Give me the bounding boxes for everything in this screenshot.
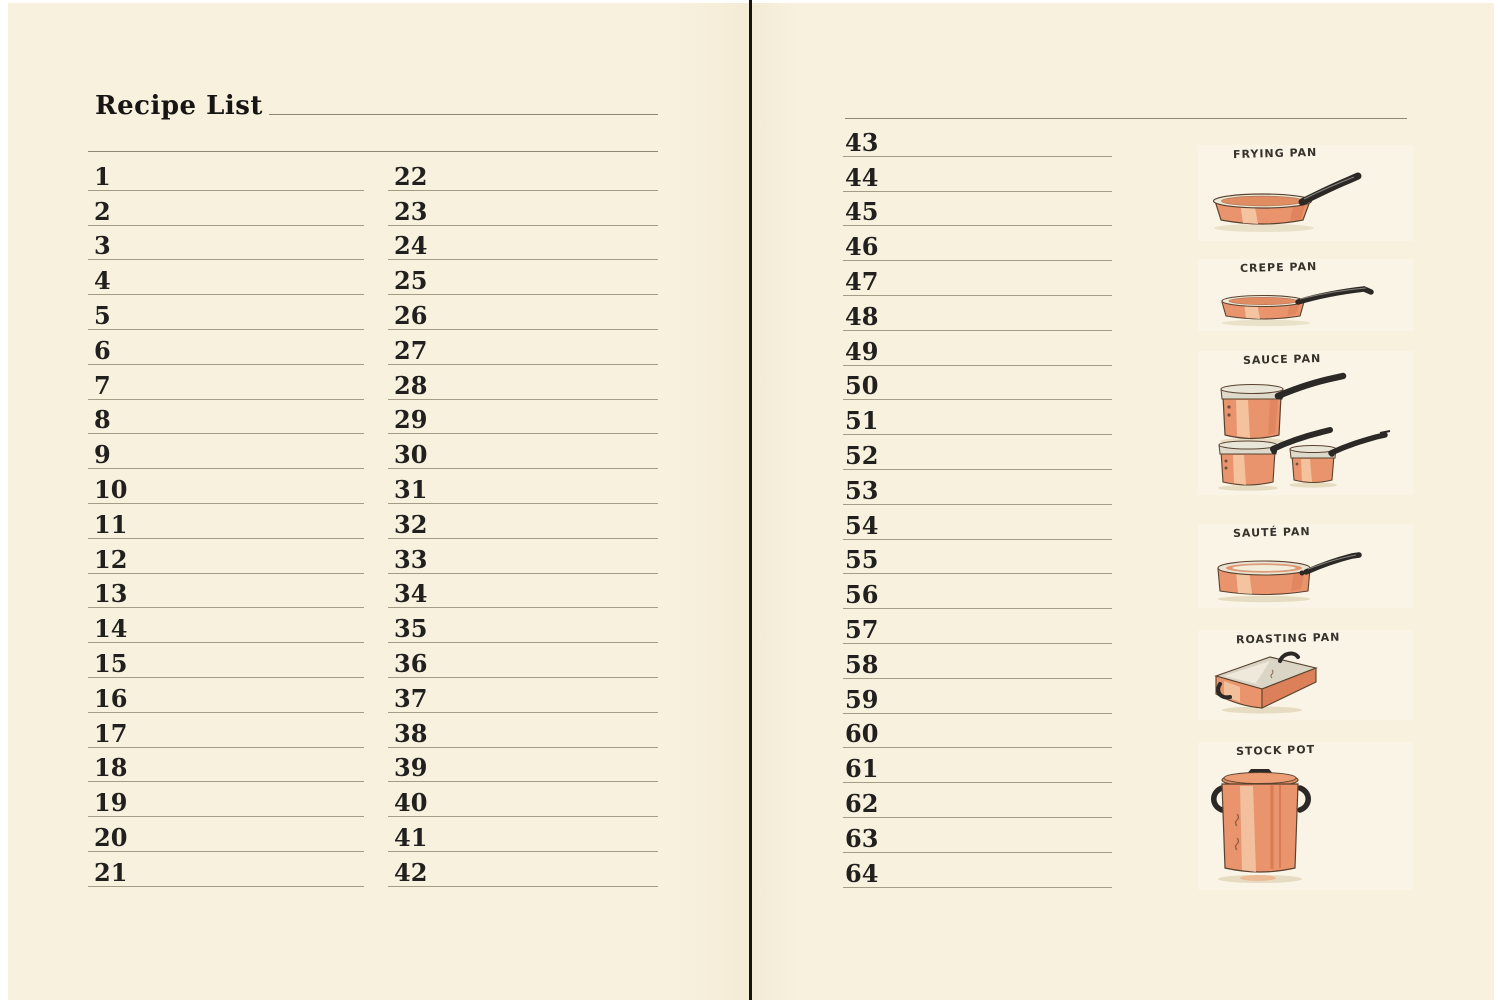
- recipe-line: [88, 400, 364, 435]
- recipe-line: [88, 608, 364, 643]
- recipe-line-number: 2: [94, 196, 111, 226]
- recipe-line: [843, 853, 1112, 888]
- recipe-line-number: 41: [394, 822, 428, 852]
- recipe-line-number: 45: [845, 197, 879, 227]
- recipe-line-number: 11: [94, 509, 128, 539]
- recipe-line-number: 52: [845, 440, 879, 470]
- recipe-line-number: 7: [94, 370, 111, 400]
- frying-pan-figure: [1198, 145, 1413, 241]
- recipe-line-number: 63: [845, 823, 879, 853]
- recipe-line: [843, 748, 1112, 783]
- recipe-line-number: 25: [394, 266, 428, 296]
- recipe-line: [843, 122, 1112, 157]
- recipe-line: [88, 295, 364, 330]
- stock-pot-figure: [1198, 742, 1413, 890]
- recipe-line: [88, 574, 364, 609]
- recipe-line-number: 26: [394, 300, 428, 330]
- recipe-line: [88, 678, 364, 713]
- recipe-line-number: 27: [394, 335, 428, 365]
- crepe-pan-label: CREPE PAN: [1239, 259, 1318, 276]
- recipe-line: [843, 192, 1112, 227]
- recipe-line: [88, 330, 364, 365]
- recipe-line-number: 46: [845, 232, 879, 262]
- recipe-list-column-1: [88, 156, 364, 887]
- recipe-line: [88, 469, 364, 504]
- recipe-line: [843, 435, 1112, 470]
- recipe-line-number: 49: [845, 336, 879, 366]
- recipe-line-number: 36: [394, 648, 428, 678]
- recipe-line: [388, 260, 658, 295]
- recipe-line: [388, 295, 658, 330]
- recipe-line: [88, 191, 364, 226]
- recipe-line-number: 3: [94, 231, 111, 261]
- recipe-line-number: 50: [845, 371, 879, 401]
- recipe-line: [388, 817, 658, 852]
- recipe-line: [388, 852, 658, 887]
- recipe-line-number: 62: [845, 788, 879, 818]
- recipe-line: [843, 296, 1112, 331]
- frying-pan-illustration: [1206, 161, 1366, 236]
- recipe-line: [843, 783, 1112, 818]
- recipe-line-number: 34: [394, 579, 428, 609]
- stock-pot-illustration: [1210, 766, 1312, 886]
- recipe-line: [88, 156, 364, 191]
- frying-pan-label: FRYING PAN: [1232, 145, 1318, 162]
- recipe-line-number: 61: [845, 754, 879, 784]
- recipe-line-number: 13: [94, 579, 128, 609]
- recipe-line: [388, 365, 658, 400]
- recipe-line: [388, 678, 658, 713]
- recipe-line: [388, 330, 658, 365]
- roasting-pan-label: ROASTING PAN: [1235, 630, 1341, 647]
- stock-pot-label: STOCK POT: [1235, 742, 1316, 759]
- recipe-line-number: 6: [94, 335, 111, 365]
- crepe-pan-figure: [1198, 259, 1413, 331]
- recipe-line: [88, 713, 364, 748]
- recipe-line: [843, 644, 1112, 679]
- recipe-line: [843, 574, 1112, 609]
- sauce-pan-figure: [1198, 351, 1413, 495]
- recipe-line: [388, 469, 658, 504]
- recipe-line-number: 47: [845, 266, 879, 296]
- recipe-line-number: 28: [394, 370, 428, 400]
- recipe-line: [843, 679, 1112, 714]
- recipe-line-number: 32: [394, 509, 428, 539]
- book-spine-divider: [749, 0, 752, 1000]
- recipe-line: [88, 260, 364, 295]
- header-rule-right: [845, 118, 1407, 119]
- recipe-line: [843, 261, 1112, 296]
- recipe-line-number: 38: [394, 718, 428, 748]
- page-title: Recipe List: [95, 91, 263, 121]
- recipe-line-number: 39: [394, 753, 428, 783]
- recipe-line-number: 31: [394, 474, 428, 504]
- recipe-line: [388, 156, 658, 191]
- recipe-line: [388, 400, 658, 435]
- recipe-line: [88, 782, 364, 817]
- recipe-line: [843, 609, 1112, 644]
- recipe-line-number: 16: [94, 683, 128, 713]
- recipe-line-number: 54: [845, 510, 879, 540]
- recipe-line-number: 53: [845, 475, 879, 505]
- recipe-line: [843, 505, 1112, 540]
- recipe-line-number: 57: [845, 614, 879, 644]
- recipe-line-number: 43: [845, 127, 879, 157]
- recipe-line-number: 19: [94, 788, 128, 818]
- recipe-line-number: 9: [94, 440, 111, 470]
- recipe-line: [88, 817, 364, 852]
- recipe-line: [388, 191, 658, 226]
- page-title-row: [95, 92, 658, 121]
- crepe-pan-illustration: [1218, 283, 1378, 328]
- recipe-line-number: 5: [94, 300, 111, 330]
- recipe-line: [388, 539, 658, 574]
- recipe-line: [388, 574, 658, 609]
- recipe-line: [388, 643, 658, 678]
- recipe-line-number: 22: [394, 161, 428, 191]
- header-rule-left: [88, 151, 658, 152]
- recipe-line-number: 4: [94, 266, 111, 296]
- recipe-line-number: 40: [394, 788, 428, 818]
- recipe-line-number: 12: [94, 544, 128, 574]
- recipe-line: [843, 331, 1112, 366]
- recipe-line: [88, 748, 364, 783]
- recipe-line-number: 29: [394, 405, 428, 435]
- sauce-pan-illustration: [1212, 369, 1397, 491]
- recipe-line-number: 51: [845, 406, 879, 436]
- recipe-line: [388, 504, 658, 539]
- recipe-line: [388, 748, 658, 783]
- recipe-line-number: 44: [845, 162, 879, 192]
- recipe-line: [88, 504, 364, 539]
- saute-pan-illustration: [1214, 552, 1364, 604]
- recipe-line: [843, 714, 1112, 749]
- recipe-line-number: 21: [94, 857, 128, 887]
- saute-pan-label: SAUTÉ PAN: [1232, 524, 1311, 541]
- saute-pan-figure: [1198, 524, 1413, 608]
- recipe-line: [388, 713, 658, 748]
- recipe-line-number: 30: [394, 440, 428, 470]
- recipe-line-number: 15: [94, 648, 128, 678]
- recipe-line-number: 1: [94, 161, 111, 191]
- recipe-line-number: 14: [94, 614, 128, 644]
- recipe-line-number: 35: [394, 614, 428, 644]
- recipe-line: [88, 226, 364, 261]
- recipe-line-number: 18: [94, 753, 128, 783]
- recipe-line-number: 64: [845, 858, 879, 888]
- recipe-line-number: 55: [845, 545, 879, 575]
- recipe-line: [388, 608, 658, 643]
- recipe-line-number: 58: [845, 649, 879, 679]
- recipe-line: [843, 400, 1112, 435]
- recipe-line: [843, 540, 1112, 575]
- recipe-line: [88, 643, 364, 678]
- recipe-line-number: 56: [845, 580, 879, 610]
- recipe-line: [843, 470, 1112, 505]
- title-rule: [269, 114, 658, 115]
- recipe-line: [88, 539, 364, 574]
- recipe-line: [88, 852, 364, 887]
- recipe-line: [843, 366, 1112, 401]
- recipe-line-number: 17: [94, 718, 128, 748]
- roasting-pan-figure: [1198, 630, 1413, 720]
- recipe-list-column-2: [388, 156, 658, 887]
- recipe-line-number: 23: [394, 196, 428, 226]
- recipe-line-number: 33: [394, 544, 428, 574]
- recipe-line: [388, 434, 658, 469]
- recipe-line-number: 48: [845, 301, 879, 331]
- recipe-line-number: 20: [94, 822, 128, 852]
- recipe-line-number: 24: [394, 231, 428, 261]
- recipe-line: [843, 818, 1112, 853]
- recipe-line: [388, 782, 658, 817]
- recipe-line-number: 10: [94, 474, 128, 504]
- recipe-line-number: 37: [394, 683, 428, 713]
- recipe-line: [388, 226, 658, 261]
- recipe-line-number: 42: [394, 857, 428, 887]
- recipe-list-column-3: [843, 122, 1112, 888]
- recipe-line: [843, 226, 1112, 261]
- recipe-line: [88, 434, 364, 469]
- recipe-line: [843, 157, 1112, 192]
- recipe-line-number: 8: [94, 405, 111, 435]
- recipe-line-number: 60: [845, 719, 879, 749]
- sauce-pan-label: SAUCE PAN: [1242, 351, 1322, 368]
- recipe-line-number: 59: [845, 684, 879, 714]
- recipe-line: [88, 365, 364, 400]
- roasting-pan-illustration: [1210, 648, 1322, 716]
